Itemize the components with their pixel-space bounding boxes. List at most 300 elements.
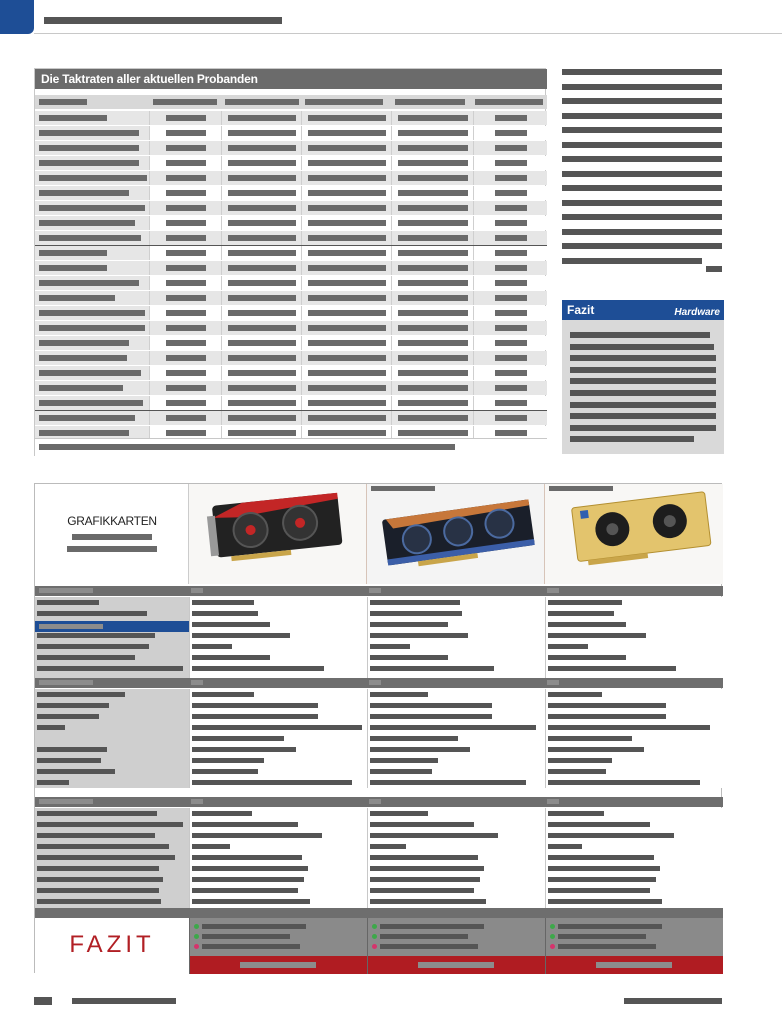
- text-placeholder: [191, 680, 203, 685]
- text-placeholder: [548, 633, 646, 638]
- text-placeholder: [308, 295, 386, 301]
- table-cell: [189, 608, 367, 619]
- table-cell: [149, 156, 221, 170]
- table-cell: [391, 276, 473, 290]
- text-placeholder: [39, 310, 145, 316]
- page-number: [34, 997, 52, 1005]
- text-placeholder: [370, 780, 526, 785]
- table-cell: [391, 156, 473, 170]
- text-placeholder: [37, 811, 157, 816]
- text-placeholder: [308, 325, 386, 331]
- table-row: [35, 336, 547, 350]
- row-label: [35, 276, 149, 290]
- table-row: [35, 808, 723, 819]
- text-placeholder: [166, 430, 206, 436]
- text-placeholder: [228, 250, 296, 256]
- highlighted-row-label: [35, 621, 189, 632]
- text-placeholder: [308, 430, 386, 436]
- row-label: [35, 201, 149, 215]
- table-cell: [545, 630, 723, 641]
- table-cell: [391, 411, 473, 425]
- table-row: [35, 231, 547, 245]
- text-placeholder: [308, 205, 386, 211]
- text-placeholder: [166, 220, 206, 226]
- table-row: [35, 186, 547, 200]
- row-label: [35, 652, 189, 663]
- table-cell: [367, 700, 545, 711]
- text-placeholder: [370, 655, 448, 660]
- table-cell: [545, 722, 723, 733]
- text-placeholder: [39, 220, 135, 226]
- header-divider: [34, 33, 782, 34]
- table-cell: [391, 111, 473, 125]
- table-row: [35, 819, 723, 830]
- section-header: [35, 797, 723, 807]
- table-cell: [189, 619, 367, 630]
- row-label: [35, 874, 189, 885]
- text-placeholder: [308, 370, 386, 376]
- table-cell: [221, 126, 301, 140]
- table-cell: [473, 411, 547, 425]
- text-placeholder: [166, 205, 206, 211]
- table-cell: [189, 885, 367, 896]
- table-cell: [189, 777, 367, 788]
- table-cell: [189, 700, 367, 711]
- text-placeholder: [39, 265, 107, 271]
- table-cell: [149, 246, 221, 260]
- text-placeholder: [398, 175, 468, 181]
- text-placeholder: [380, 944, 478, 949]
- table-cell: [221, 291, 301, 305]
- text-placeholder: [495, 130, 527, 136]
- text-placeholder: [570, 344, 714, 350]
- text-placeholder: [398, 340, 468, 346]
- text-placeholder: [548, 692, 602, 697]
- text-placeholder: [39, 370, 141, 376]
- text-placeholder: [548, 822, 650, 827]
- fazit-row: [35, 918, 723, 974]
- text-placeholder: [547, 799, 559, 804]
- table-cell: [221, 396, 301, 410]
- row-label: [35, 261, 149, 275]
- table-cell: [301, 201, 391, 215]
- table-cell: [189, 733, 367, 744]
- table-cell: [545, 663, 723, 674]
- row-label: [35, 766, 189, 777]
- text-placeholder: [39, 799, 93, 804]
- text-placeholder: [548, 655, 626, 660]
- row-label: [35, 777, 189, 788]
- text-placeholder: [228, 340, 296, 346]
- text-placeholder: [39, 205, 145, 211]
- text-placeholder: [398, 160, 468, 166]
- fazit-box-title: Fazit: [567, 303, 595, 317]
- text-placeholder: [37, 725, 65, 730]
- hardware-logo: Hardware: [674, 307, 720, 318]
- table-row: [35, 276, 547, 290]
- table-cell: [473, 141, 547, 155]
- text-placeholder: [370, 899, 486, 904]
- text-placeholder: [39, 355, 127, 361]
- row-label: [35, 885, 189, 896]
- table-cell: [391, 201, 473, 215]
- table-cell: [221, 186, 301, 200]
- table-cell: [189, 808, 367, 819]
- text-placeholder: [308, 415, 386, 421]
- text-placeholder: [570, 390, 716, 396]
- table-cell: [391, 216, 473, 230]
- text-placeholder: [228, 280, 296, 286]
- table-cell: [545, 819, 723, 830]
- table-row: [35, 261, 547, 275]
- minus-icon: [550, 944, 555, 949]
- text-placeholder: [228, 295, 296, 301]
- text-placeholder: [192, 600, 254, 605]
- table-row: [35, 156, 547, 170]
- minus-icon: [372, 944, 377, 949]
- row-label: [35, 306, 149, 320]
- table-row: [35, 366, 547, 380]
- table-cell: [391, 126, 473, 140]
- table-cell: [149, 366, 221, 380]
- text-placeholder: [166, 160, 206, 166]
- table-cell: [367, 722, 545, 733]
- table-cell: [149, 186, 221, 200]
- text-placeholder: [228, 130, 296, 136]
- table-cell: [301, 366, 391, 380]
- table-row: [35, 351, 547, 365]
- text-placeholder: [308, 355, 386, 361]
- table-cell: [545, 766, 723, 777]
- text-placeholder: [398, 205, 468, 211]
- table-cell: [391, 231, 473, 245]
- table-cell: [391, 246, 473, 260]
- text-placeholder: [398, 415, 468, 421]
- table-row: [35, 885, 723, 896]
- text-placeholder: [37, 855, 175, 860]
- text-placeholder: [192, 747, 296, 752]
- text-placeholder: [495, 430, 527, 436]
- table-cell: [149, 396, 221, 410]
- text-placeholder: [570, 425, 716, 431]
- text-placeholder: [398, 310, 468, 316]
- text-placeholder: [37, 703, 109, 708]
- text-placeholder: [228, 220, 296, 226]
- table-cell: [391, 171, 473, 185]
- text-placeholder: [548, 714, 666, 719]
- table-cell: [149, 321, 221, 335]
- table-cell: [367, 641, 545, 652]
- row-label: [35, 830, 189, 841]
- table-cell: [367, 733, 545, 744]
- text-placeholder: [37, 888, 159, 893]
- table-cell: [301, 111, 391, 125]
- table-row: [35, 755, 723, 766]
- table-row: [35, 852, 723, 863]
- text-placeholder: [370, 758, 438, 763]
- table-cell: [149, 411, 221, 425]
- table-cell: [221, 111, 301, 125]
- text-placeholder: [548, 622, 626, 627]
- table-cell: [149, 126, 221, 140]
- text-placeholder: [495, 280, 527, 286]
- text-placeholder: [228, 235, 296, 241]
- table-cell: [545, 885, 723, 896]
- text-placeholder: [370, 811, 428, 816]
- table-cell: [391, 186, 473, 200]
- table-row: [35, 321, 547, 335]
- table-cell: [391, 141, 473, 155]
- table-cell: [301, 186, 391, 200]
- table-row: [35, 652, 723, 663]
- clock-rates-table: [34, 68, 546, 456]
- table-cell: [545, 874, 723, 885]
- plus-icon: [372, 924, 377, 929]
- text-placeholder: [398, 145, 468, 151]
- text-placeholder: [548, 877, 656, 882]
- text-placeholder: [39, 175, 147, 181]
- text-placeholder: [192, 622, 270, 627]
- table-cell: [545, 689, 723, 700]
- text-placeholder: [166, 370, 206, 376]
- text-placeholder: [495, 160, 527, 166]
- text-placeholder: [548, 747, 644, 752]
- text-placeholder: [706, 266, 722, 272]
- text-placeholder: [398, 235, 468, 241]
- text-placeholder: [495, 265, 527, 271]
- text-placeholder: [548, 844, 582, 849]
- text-placeholder: [39, 400, 143, 406]
- row-label: [35, 366, 149, 380]
- text-placeholder: [228, 265, 296, 271]
- table-cell: [189, 841, 367, 852]
- text-placeholder: [228, 145, 296, 151]
- table-cell: [473, 396, 547, 410]
- row-label: [35, 711, 189, 722]
- text-placeholder: [228, 160, 296, 166]
- text-placeholder: [192, 644, 232, 649]
- table-row: [35, 111, 547, 125]
- text-placeholder: [228, 430, 296, 436]
- text-placeholder: [562, 229, 722, 235]
- text-placeholder: [398, 115, 468, 121]
- text-placeholder: [369, 799, 381, 804]
- table-cell: [221, 366, 301, 380]
- text-placeholder: [192, 655, 270, 660]
- table-cell: [473, 231, 547, 245]
- table-cell: [367, 755, 545, 766]
- table-cell: [367, 766, 545, 777]
- table-cell: [473, 126, 547, 140]
- row-label: [35, 641, 189, 652]
- text-placeholder: [202, 934, 290, 939]
- section-header: [35, 678, 723, 688]
- text-placeholder: [558, 944, 656, 949]
- text-placeholder: [308, 235, 386, 241]
- table-header-title: GRAFIKKARTEN: [67, 514, 157, 528]
- table-cell: [367, 663, 545, 674]
- table-cell: [391, 261, 473, 275]
- table-cell: [189, 819, 367, 830]
- text-placeholder: [548, 611, 614, 616]
- table-cell: [473, 321, 547, 335]
- text-placeholder: [37, 692, 125, 697]
- text-placeholder: [308, 280, 386, 286]
- table-cell: [545, 852, 723, 863]
- text-placeholder: [562, 156, 722, 162]
- text-placeholder: [192, 692, 254, 697]
- row-label: [35, 608, 189, 619]
- text-placeholder: [570, 332, 710, 338]
- text-placeholder: [308, 250, 386, 256]
- table-cell: [149, 351, 221, 365]
- footer-right-text: [624, 998, 722, 1004]
- table-cell: [189, 852, 367, 863]
- section-header: [35, 908, 723, 918]
- table-cell: [189, 597, 367, 608]
- text-placeholder: [370, 747, 470, 752]
- table-cell: [301, 126, 391, 140]
- table-cell: [189, 689, 367, 700]
- fazit-pros-cons: [367, 918, 545, 956]
- table-cell: [545, 700, 723, 711]
- text-placeholder: [308, 115, 386, 121]
- text-placeholder: [39, 115, 107, 121]
- text-placeholder: [228, 415, 296, 421]
- table-row: [35, 126, 547, 140]
- text-placeholder: [37, 747, 107, 752]
- table-cell: [301, 396, 391, 410]
- row-label: [35, 733, 189, 744]
- text-placeholder: [370, 822, 474, 827]
- fazit-box: [562, 300, 724, 454]
- text-placeholder: [495, 220, 527, 226]
- row-label: [35, 663, 189, 674]
- plus-icon: [194, 934, 199, 939]
- table-row: [35, 700, 723, 711]
- table-cell: [367, 896, 545, 907]
- row-label: [35, 396, 149, 410]
- row-label: [35, 700, 189, 711]
- table-row: [35, 411, 547, 425]
- text-placeholder: [228, 325, 296, 331]
- text-placeholder: [398, 385, 468, 391]
- table-cell: [367, 744, 545, 755]
- table-row: [35, 841, 723, 852]
- table-cell: [367, 608, 545, 619]
- text-placeholder: [548, 736, 632, 741]
- text-placeholder: [370, 769, 432, 774]
- text-placeholder: [37, 866, 159, 871]
- table-row: [35, 597, 723, 608]
- text-placeholder: [37, 758, 101, 763]
- text-placeholder: [370, 736, 458, 741]
- text-placeholder: [192, 714, 318, 719]
- table-row: [35, 396, 547, 410]
- text-placeholder: [39, 145, 139, 151]
- card-image-cell-1: [189, 484, 367, 584]
- table-cell: [545, 777, 723, 788]
- text-placeholder: [192, 725, 362, 730]
- text-placeholder: [570, 413, 716, 419]
- text-placeholder: [228, 175, 296, 181]
- text-placeholder: [166, 145, 206, 151]
- table-cell: [545, 597, 723, 608]
- text-placeholder: [166, 190, 206, 196]
- table-cell: [473, 336, 547, 350]
- row-label: [35, 321, 149, 335]
- row-label: [35, 156, 149, 170]
- row-label: [35, 722, 189, 733]
- text-placeholder: [308, 130, 386, 136]
- row-label: [35, 231, 149, 245]
- text-placeholder: [547, 680, 559, 685]
- text-placeholder: [562, 185, 722, 191]
- fazit-rating-bar: [189, 956, 367, 974]
- table-cell: [221, 336, 301, 350]
- table-cell: [545, 711, 723, 722]
- row-label: [35, 336, 149, 350]
- table-cell: [189, 663, 367, 674]
- text-placeholder: [570, 436, 694, 442]
- table-cell: [545, 896, 723, 907]
- text-placeholder: [192, 703, 318, 708]
- text-placeholder: [495, 415, 527, 421]
- text-placeholder: [495, 400, 527, 406]
- text-placeholder: [39, 295, 115, 301]
- text-placeholder: [398, 370, 468, 376]
- graphics-card-gold-icon: [545, 484, 723, 584]
- table-cell: [473, 291, 547, 305]
- text-placeholder: [166, 355, 206, 361]
- table-row: [35, 201, 547, 215]
- text-placeholder: [39, 130, 139, 136]
- table-cell: [367, 874, 545, 885]
- text-placeholder: [495, 115, 527, 121]
- text-placeholder: [192, 611, 258, 616]
- text-placeholder: [562, 84, 722, 90]
- text-placeholder: [495, 310, 527, 316]
- row-label: [35, 246, 149, 260]
- table-cell: [301, 231, 391, 245]
- text-placeholder: [166, 130, 206, 136]
- text-placeholder: [370, 714, 492, 719]
- table-cell: [189, 744, 367, 755]
- text-placeholder: [418, 962, 494, 968]
- table-cell: [149, 276, 221, 290]
- text-placeholder: [570, 355, 716, 361]
- table-cell: [301, 246, 391, 260]
- table-row: [35, 874, 723, 885]
- text-placeholder: [308, 190, 386, 196]
- text-placeholder: [308, 310, 386, 316]
- table-cell: [221, 351, 301, 365]
- text-placeholder: [192, 822, 298, 827]
- table-cell: [149, 381, 221, 395]
- table-cell: [221, 171, 301, 185]
- text-placeholder: [558, 924, 662, 929]
- row-label: [35, 141, 149, 155]
- table-cell: [221, 261, 301, 275]
- table-row: [35, 306, 547, 320]
- table-cell: [545, 830, 723, 841]
- table-cell: [149, 306, 221, 320]
- text-placeholder: [370, 866, 484, 871]
- row-label: [35, 841, 189, 852]
- row-label: [35, 171, 149, 185]
- text-placeholder: [495, 295, 527, 301]
- table-cell: [391, 396, 473, 410]
